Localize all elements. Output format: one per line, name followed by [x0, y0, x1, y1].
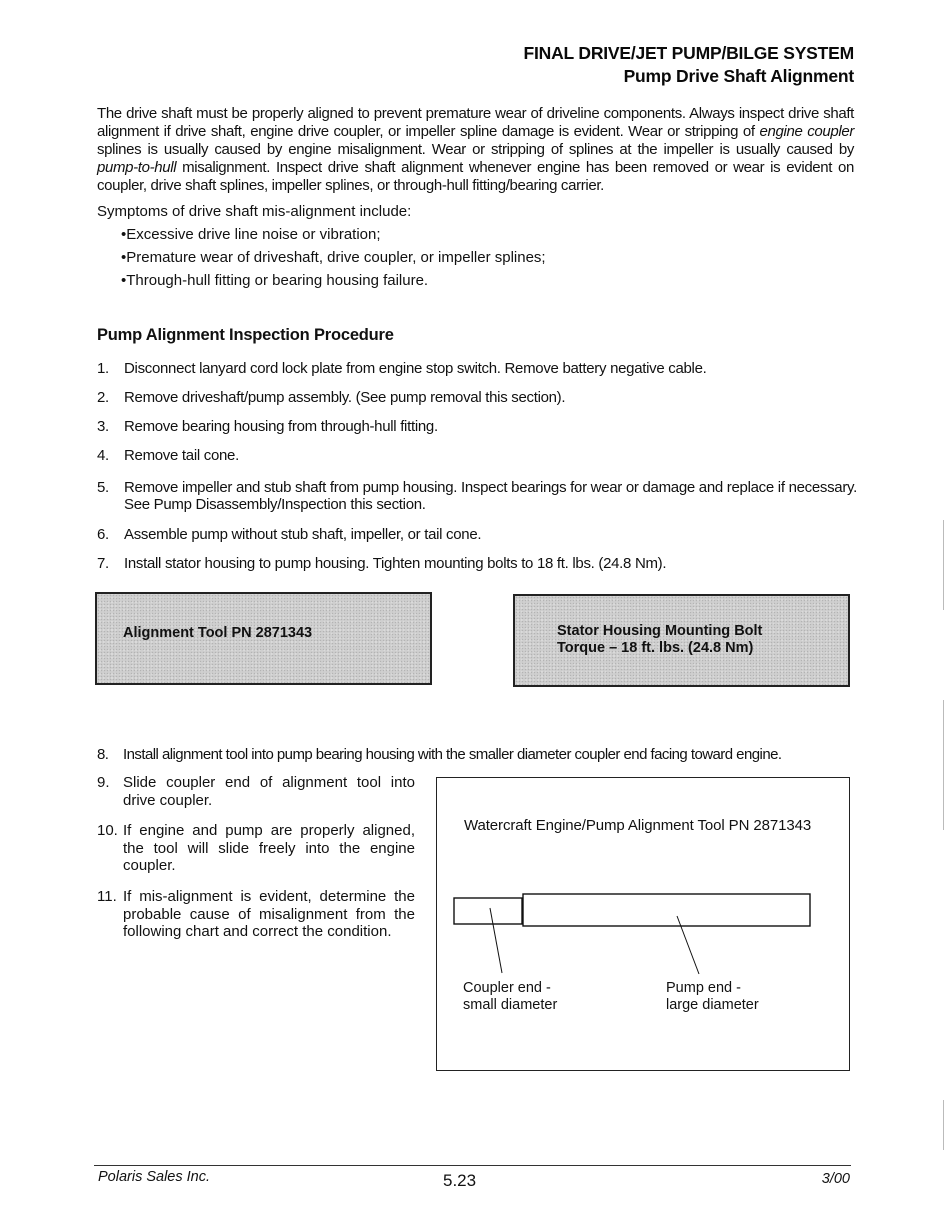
intro-emphasis-engine-coupler: engine coupler [759, 123, 854, 140]
intro-paragraph [97, 105, 854, 195]
label-line-1: Pump end - [666, 980, 741, 996]
scan-artifact [943, 700, 944, 830]
step-number: 9. [97, 774, 110, 791]
procedure-step-5 [97, 479, 857, 513]
procedure-step-8 [97, 746, 867, 763]
footer-divider [94, 1165, 851, 1166]
step-number: 8. [97, 746, 109, 763]
step-text: Remove tail cone. [124, 447, 239, 464]
symptom-item: •Through-hull fitting or bearing housing failure. [121, 272, 429, 289]
step-text: Remove bearing housing from through-hull fitting. [124, 418, 438, 435]
step-text: Install stator housing to pump housing. Tighten mounting bolts to 18 ft. lbs. (24.8 Nm). [124, 555, 667, 572]
step-number: 4. [97, 447, 109, 464]
label-line-2: small diameter [463, 997, 558, 1013]
procedure-step-4 [97, 447, 857, 464]
callout-text: Alignment Tool PN 2871343 [123, 625, 313, 641]
intro-emphasis-pump-to-hull: pump-to-hull [97, 159, 177, 176]
callout-text [557, 623, 762, 657]
pump-end-label [666, 980, 759, 1014]
step-text: Disconnect lanyard cord lock plate from engine stop switch. Remove battery negative cable. [124, 360, 707, 377]
torque-spec-callout [513, 594, 850, 687]
step-number: 11. [97, 888, 117, 905]
footer-date: 3/00 [821, 1171, 850, 1187]
step-text: Assemble pump without stub shaft, impeller, or tail cone. [124, 526, 482, 543]
intro-text-2: splines is usually caused by engine misalignment. Wear or stripping of splines at the impeller is usually caused by [97, 141, 854, 158]
alignment-tool-callout [95, 592, 432, 685]
procedure-step-2 [97, 389, 857, 406]
step-text: Remove impeller and stub shaft from pump housing. Inspect bearings for wear or damage and replace if necessary. See Pump Disassembly/Inspection this section. [124, 479, 857, 513]
coupler-end-label [463, 980, 557, 1014]
step-text: If mis-alignment is evident, determine the probable cause of misalignment from the following chart and correct the condition. [123, 888, 415, 940]
step-text: Remove driveshaft/pump assembly. (See pump removal this section). [124, 389, 566, 406]
procedure-step-9 [97, 774, 415, 809]
procedure-step-7 [97, 555, 857, 572]
step-number: 3. [97, 418, 109, 435]
label-line-2: large diameter [666, 997, 759, 1013]
step-number: 10. [97, 822, 118, 839]
section-title: Pump Drive Shaft Alignment [623, 66, 854, 86]
footer-company: Polaris Sales Inc. [98, 1169, 211, 1185]
chapter-title: FINAL DRIVE/JET PUMP/BILGE SYSTEM [523, 43, 854, 63]
procedure-step-3 [97, 418, 857, 435]
figure-title: Watercraft Engine/Pump Alignment Tool PN 2871343 [464, 817, 812, 834]
intro-text-3: misalignment. Inspect drive shaft alignment whenever engine has been removed or wear is evident on coupler, drive shaft splines, impeller splines, or through-hull fitting/bearing carrier. [97, 159, 854, 194]
scan-artifact [943, 1100, 944, 1150]
step-text: Slide coupler end of alignment tool into drive coupler. [123, 774, 415, 809]
page-number: 5.23 [443, 1171, 477, 1190]
step-number: 5. [97, 479, 109, 496]
label-line-1: Coupler end - [463, 980, 551, 996]
torque-line-1: Stator Housing Mounting Bolt [557, 623, 763, 639]
procedure-step-10 [97, 822, 415, 875]
procedure-step-6 [97, 526, 857, 543]
torque-line-2: Torque – 18 ft. lbs. (24.8 Nm) [557, 640, 754, 656]
scan-artifact [943, 520, 944, 610]
procedure-step-1 [97, 360, 857, 377]
alignment-tool-diagram-icon [437, 778, 848, 1069]
symptoms-title: Symptoms of drive shaft mis-alignment include: [97, 203, 412, 220]
step-text: Install alignment tool into pump bearing housing with the smaller diameter coupler end facing toward engine. [123, 746, 782, 763]
step-text: If engine and pump are properly aligned, the tool will slide freely into the engine coupler. [123, 822, 415, 874]
symptom-item: •Excessive drive line noise or vibration; [121, 226, 381, 243]
procedure-heading: Pump Alignment Inspection Procedure [97, 326, 394, 344]
intro-text-1: The drive shaft must be properly aligned to prevent premature wear of driveline components. Always inspect drive shaft alignment if drive shaft, engine drive coupler, or impeller spline damage is evident. Wear or stripping of [97, 105, 854, 140]
step-number: 7. [97, 555, 109, 572]
symptom-item: •Premature wear of driveshaft, drive coupler, or impeller splines; [121, 249, 546, 266]
step-number: 1. [97, 360, 109, 377]
step-number: 2. [97, 389, 109, 406]
step-number: 6. [97, 526, 109, 543]
procedure-step-11 [97, 888, 415, 941]
alignment-tool-figure [436, 777, 850, 1071]
